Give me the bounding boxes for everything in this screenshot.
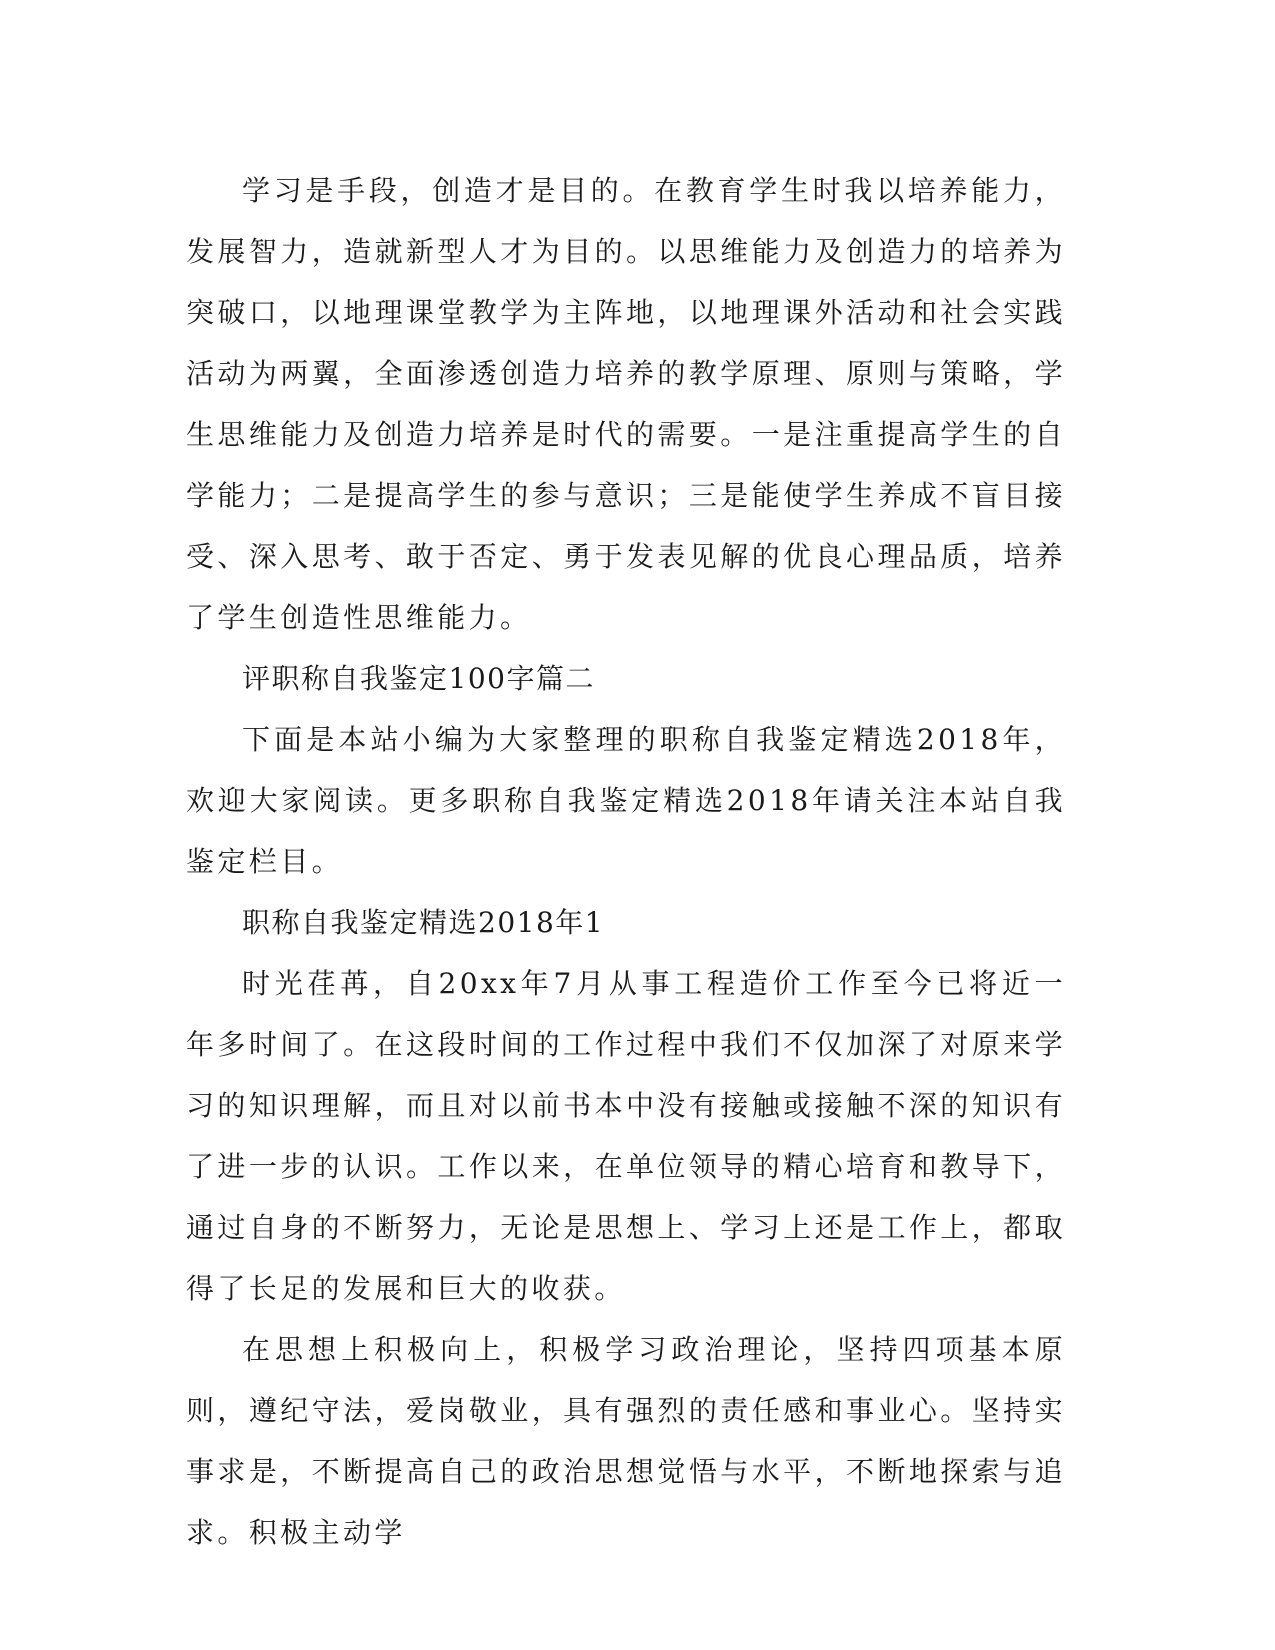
paragraph-ideology: 在思想上积极向上，积极学习政治理论，坚持四项基本原则，遵纪守法，爱岗敬业，具有强烈的责任感和事业心。坚持实事求是，不断提高自己的政治思想觉悟与水平，不断地探索与追求。积极主动学 [186,1333,1066,1549]
paragraph-work-experience: 时光荏苒，自20xx年7月从事工程造价工作至今已将近一年多时间了。在这段时间的工作过程中我们不仅加深了对原来学习的知识理解，而且对以前书本中没有接触或接触不深的知识有了进一步的认识。工作以来，在单位领导的精心培育和教导下，通过自身的不断努力，无论是思想上、学习上还是工作上，都取得了长足的发展和巨大的收获。 [186,967,1066,1305]
section-heading-selection-1: 职称自我鉴定精选2018年1 [242,906,605,939]
document-body [186,160,1066,1563]
paragraph-creativity: 学习是手段，创造才是目的。在教育学生时我以培养能力，发展智力，造就新型人才为目的。以思维能力及创造力的培养为突破口，以地理课堂教学为主阵地，以地理课外活动和社会实践活动为两翼，全面渗透创造力培养的教学原理、原则与策略，学生思维能力及创造力培养是时代的需要。一是注重提高学生的自学能力；二是提高学生的参与意识；三是能使学生养成不盲目接受、深入思考、敢于否定、勇于发表见解的优良心理品质，培养了学生创造性思维能力。 [186,174,1066,634]
section-heading-part-two: 评职称自我鉴定100字篇二 [242,662,595,695]
paragraph-intro: 下面是本站小编为大家整理的职称自我鉴定精选2018年，欢迎大家阅读。更多职称自我鉴定精选2018年请关注本站自我鉴定栏目。 [186,723,1066,878]
